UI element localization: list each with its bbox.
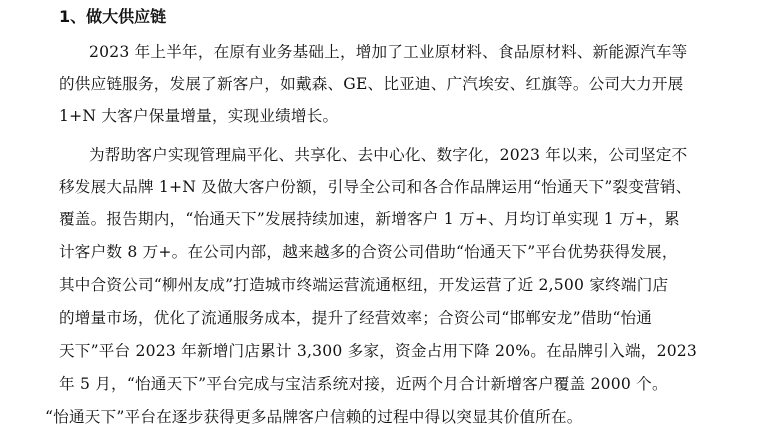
paragraph-line: 1+N 大客户保量增量，实现业绩增长。 — [59, 107, 339, 125]
paragraph-line: 的供应链服务，发展了新客户，如戴森、GE、比亚迪、广汽埃安、红旗等。公司大力开展 — [59, 75, 684, 93]
section-heading: 1、做大供应链 — [59, 7, 167, 26]
paragraph-line: 年 5 月，“怡通天下”平台完成与宝洁系统对接，近两个月合计新增客户覆盖 2000 个。 — [59, 375, 668, 393]
paragraph-line: 覆盖。报告期内，“怡通天下”发展持续加速，新增客户 1 万+、月均订单实现 1 万+，累 — [59, 210, 680, 228]
paragraph-line: “怡通天下”平台在逐步获得更多品牌客户信赖的过程中得以突显其价值所在。 — [45, 408, 583, 426]
paragraph-line: 其中合资公司“柳州友成”打造城市终端运营流通枢纽，开发运营了近 2,500 家终端门店 — [59, 276, 669, 294]
paragraph-line: 的增量市场，优化了流通服务成本，提升了经营效率；合资公司“邯郸安龙”借助“怡通 — [59, 309, 653, 327]
paragraph-line: 天下”平台 2023 年新增门店累计 3,300 多家，资金占用下降 20%。在品牌引入端，2023 — [59, 342, 698, 360]
paragraph-line: 移发展大品牌 1+N 及做大客户份额，引导全公司和各合作品牌运用“怡通天下”裂变营销、 — [59, 178, 692, 196]
paragraph-line: 计客户数 8 万+。在公司内部，越来越多的合资公司借助“怡通天下”平台优势获得发展， — [59, 243, 678, 261]
paragraph-line: 为帮助客户实现管理扁平化、共享化、去中心化、数字化，2023 年以来，公司坚定不 — [89, 146, 688, 164]
paragraph-line: 2023 年上半年，在原有业务基础上，增加了工业原材料、食品原材料、新能源汽车等 — [89, 43, 688, 61]
